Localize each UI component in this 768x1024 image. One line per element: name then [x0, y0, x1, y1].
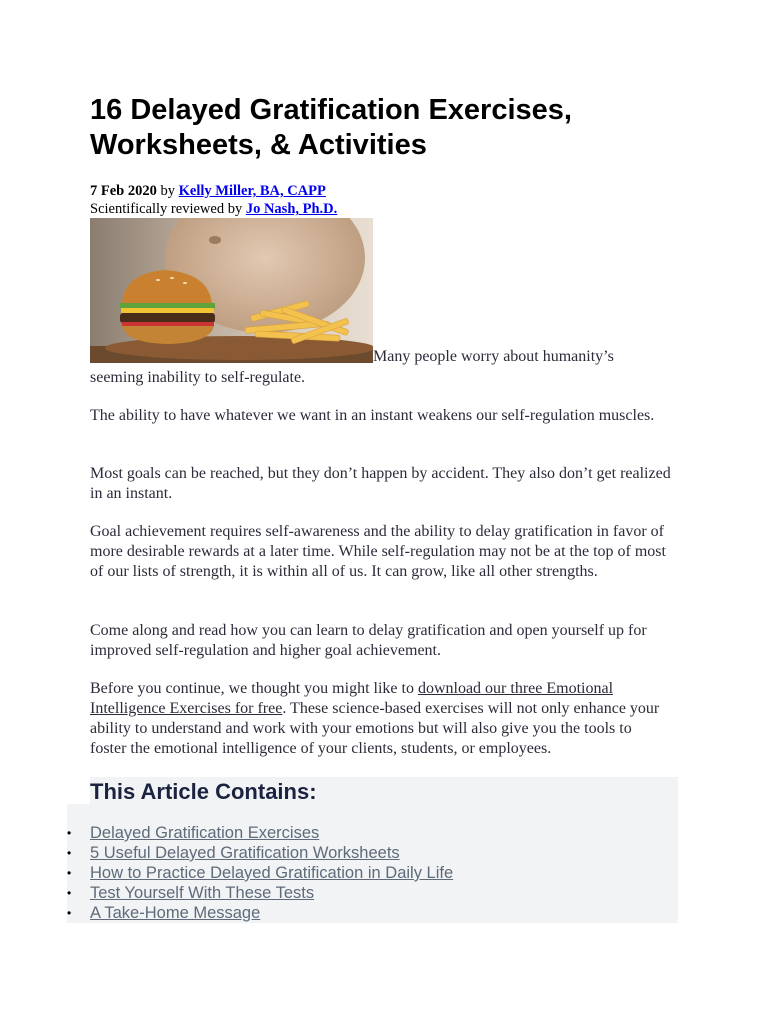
- paragraph-1: The ability to have whatever we want in an instant weakens our self-regulation muscles.: [90, 407, 655, 424]
- intro-text-part1: Many people worry about humanity’s: [373, 348, 614, 365]
- toc-link-tests[interactable]: Test Yourself With These Tests: [90, 884, 315, 902]
- toc-link-take-home[interactable]: A Take-Home Message: [90, 904, 261, 922]
- toc-link-worksheets[interactable]: 5 Useful Delayed Gratification Worksheets: [90, 844, 400, 862]
- paragraph-2: Most goals can be reached, but they don’t happen by accident. They also don’t get realized in an instant.: [90, 465, 671, 502]
- bullet: •: [67, 866, 72, 880]
- by-label: by: [160, 183, 175, 199]
- cta-text-after: . These science-based exercises will not only enhance your ability to understand and work with your emotions but will also give you the tools to foster the emotional intelligence of your clients, students, or employees.: [90, 700, 660, 757]
- bullet: •: [67, 906, 72, 920]
- article-meta: [90, 182, 337, 218]
- cta-text-before: Before you continue, we thought you might like to: [90, 680, 418, 697]
- intro-text-part2: seeming inability to self-regulate.: [90, 369, 306, 386]
- paragraph-5: [90, 679, 670, 759]
- author-link[interactable]: Kelly Miller, BA, CAPP: [178, 183, 326, 199]
- paragraph-4: Come along and read how you can learn to delay gratification and open yourself up for improved self-regulation and higher goal achievement.: [90, 622, 647, 659]
- reviewer-link[interactable]: Jo Nash, Ph.D.: [245, 201, 338, 217]
- reviewed-label: Scientifically reviewed by: [90, 201, 243, 217]
- publish-date: 7 Feb 2020: [90, 183, 157, 199]
- bullet: •: [67, 886, 72, 900]
- article-title: 16 Delayed Gratification Exercises, Worksheets, & Activities: [90, 94, 572, 161]
- toc-link-exercises[interactable]: Delayed Gratification Exercises: [90, 824, 320, 842]
- download-exercises-link[interactable]: download our three Emotional Intelligence Exercises for free: [90, 680, 614, 717]
- paragraph-3: Goal achievement requires self-awareness and the ability to delay gratification in favor of more desirable rewards at a later time. While self-regulation may not be at the top of most of our lists of strength, it is within all of us. It can grow, like all other strengths.: [90, 523, 666, 580]
- toc-title: This Article Contains:: [90, 779, 317, 804]
- toc-link-daily-life[interactable]: How to Practice Delayed Gratification in Daily Life: [90, 864, 454, 882]
- bullet: •: [67, 846, 72, 860]
- bullet: •: [67, 826, 72, 840]
- hero-image: [90, 218, 373, 363]
